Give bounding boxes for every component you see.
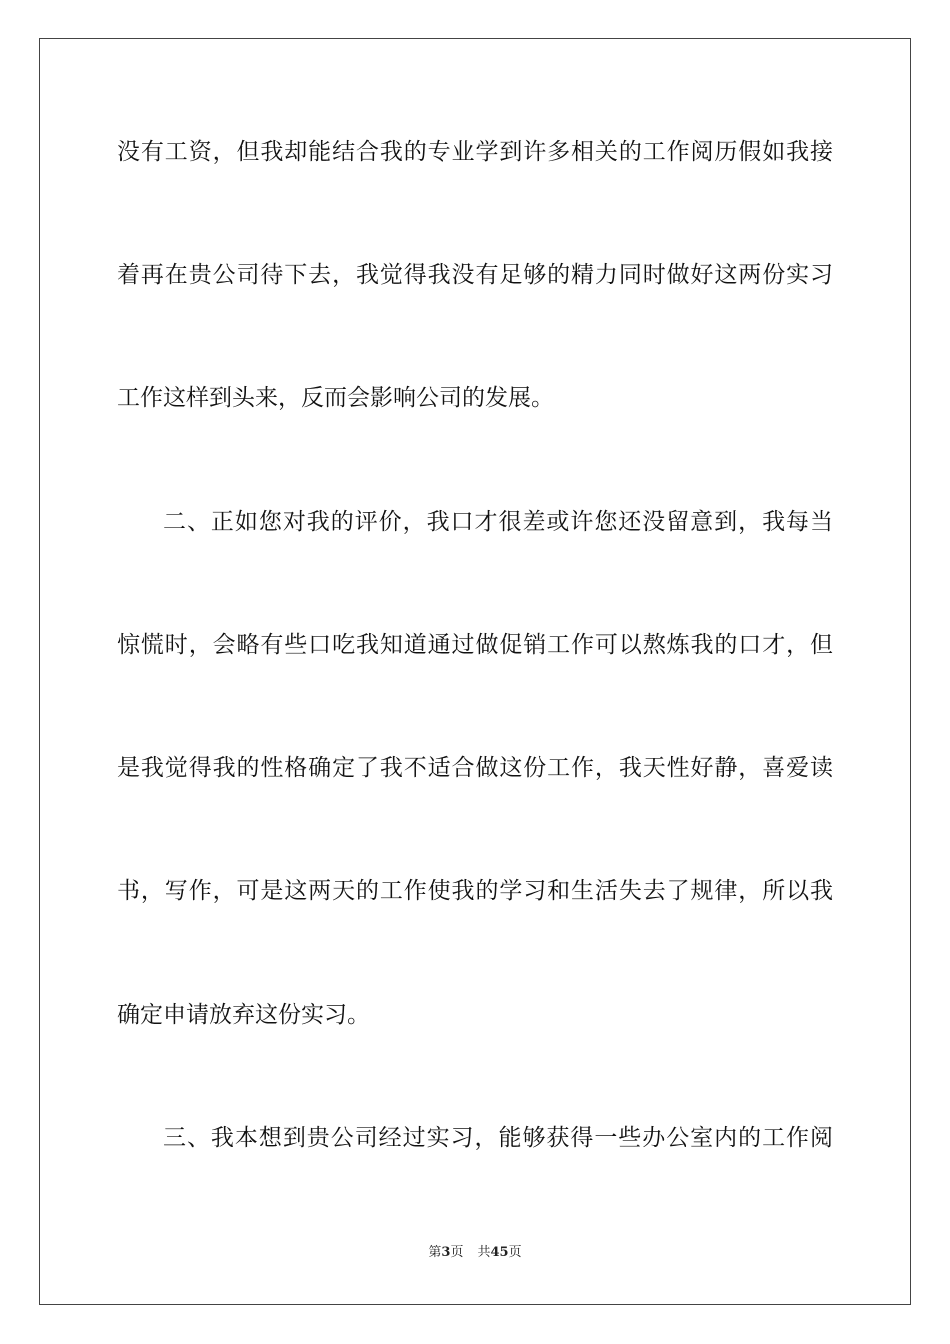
page-number: 3: [441, 1245, 451, 1260]
page-prefix: 第: [428, 1245, 442, 1260]
total-suffix: 页: [508, 1245, 522, 1260]
page-border: [39, 38, 911, 1305]
page-footer: [0, 1243, 950, 1263]
total-prefix: 共: [477, 1245, 491, 1260]
total-pages: 45: [490, 1245, 509, 1260]
page-suffix: 页: [450, 1245, 464, 1260]
text-line: 确定申请放弃这份实习。: [117, 1002, 370, 1028]
text-line: 工作这样到头来，反而会影响公司的发展。: [117, 385, 554, 411]
text-line: 着再在贵公司待下去，我觉得我没有足够的精力同时做好这两份实习: [117, 262, 833, 288]
text-line: 没有工资，但我却能结合我的专业学到许多相关的工作阅历假如我接: [117, 139, 833, 165]
paragraph-start-line: 二、正如您对我的评价，我口才很差或许您还没留意到，我每当: [163, 509, 833, 535]
text-line: 是我觉得我的性格确定了我不适合做这份工作，我天性好静，喜爱读: [117, 755, 833, 781]
paragraph-start-line: 三、我本想到贵公司经过实习，能够获得一些办公室内的工作阅: [163, 1125, 833, 1151]
text-line: 书，写作，可是这两天的工作使我的学习和生活失去了规律，所以我: [117, 878, 833, 904]
text-line: 惊慌时，会略有些口吃我知道通过做促销工作可以熬炼我的口才，但: [117, 632, 833, 658]
